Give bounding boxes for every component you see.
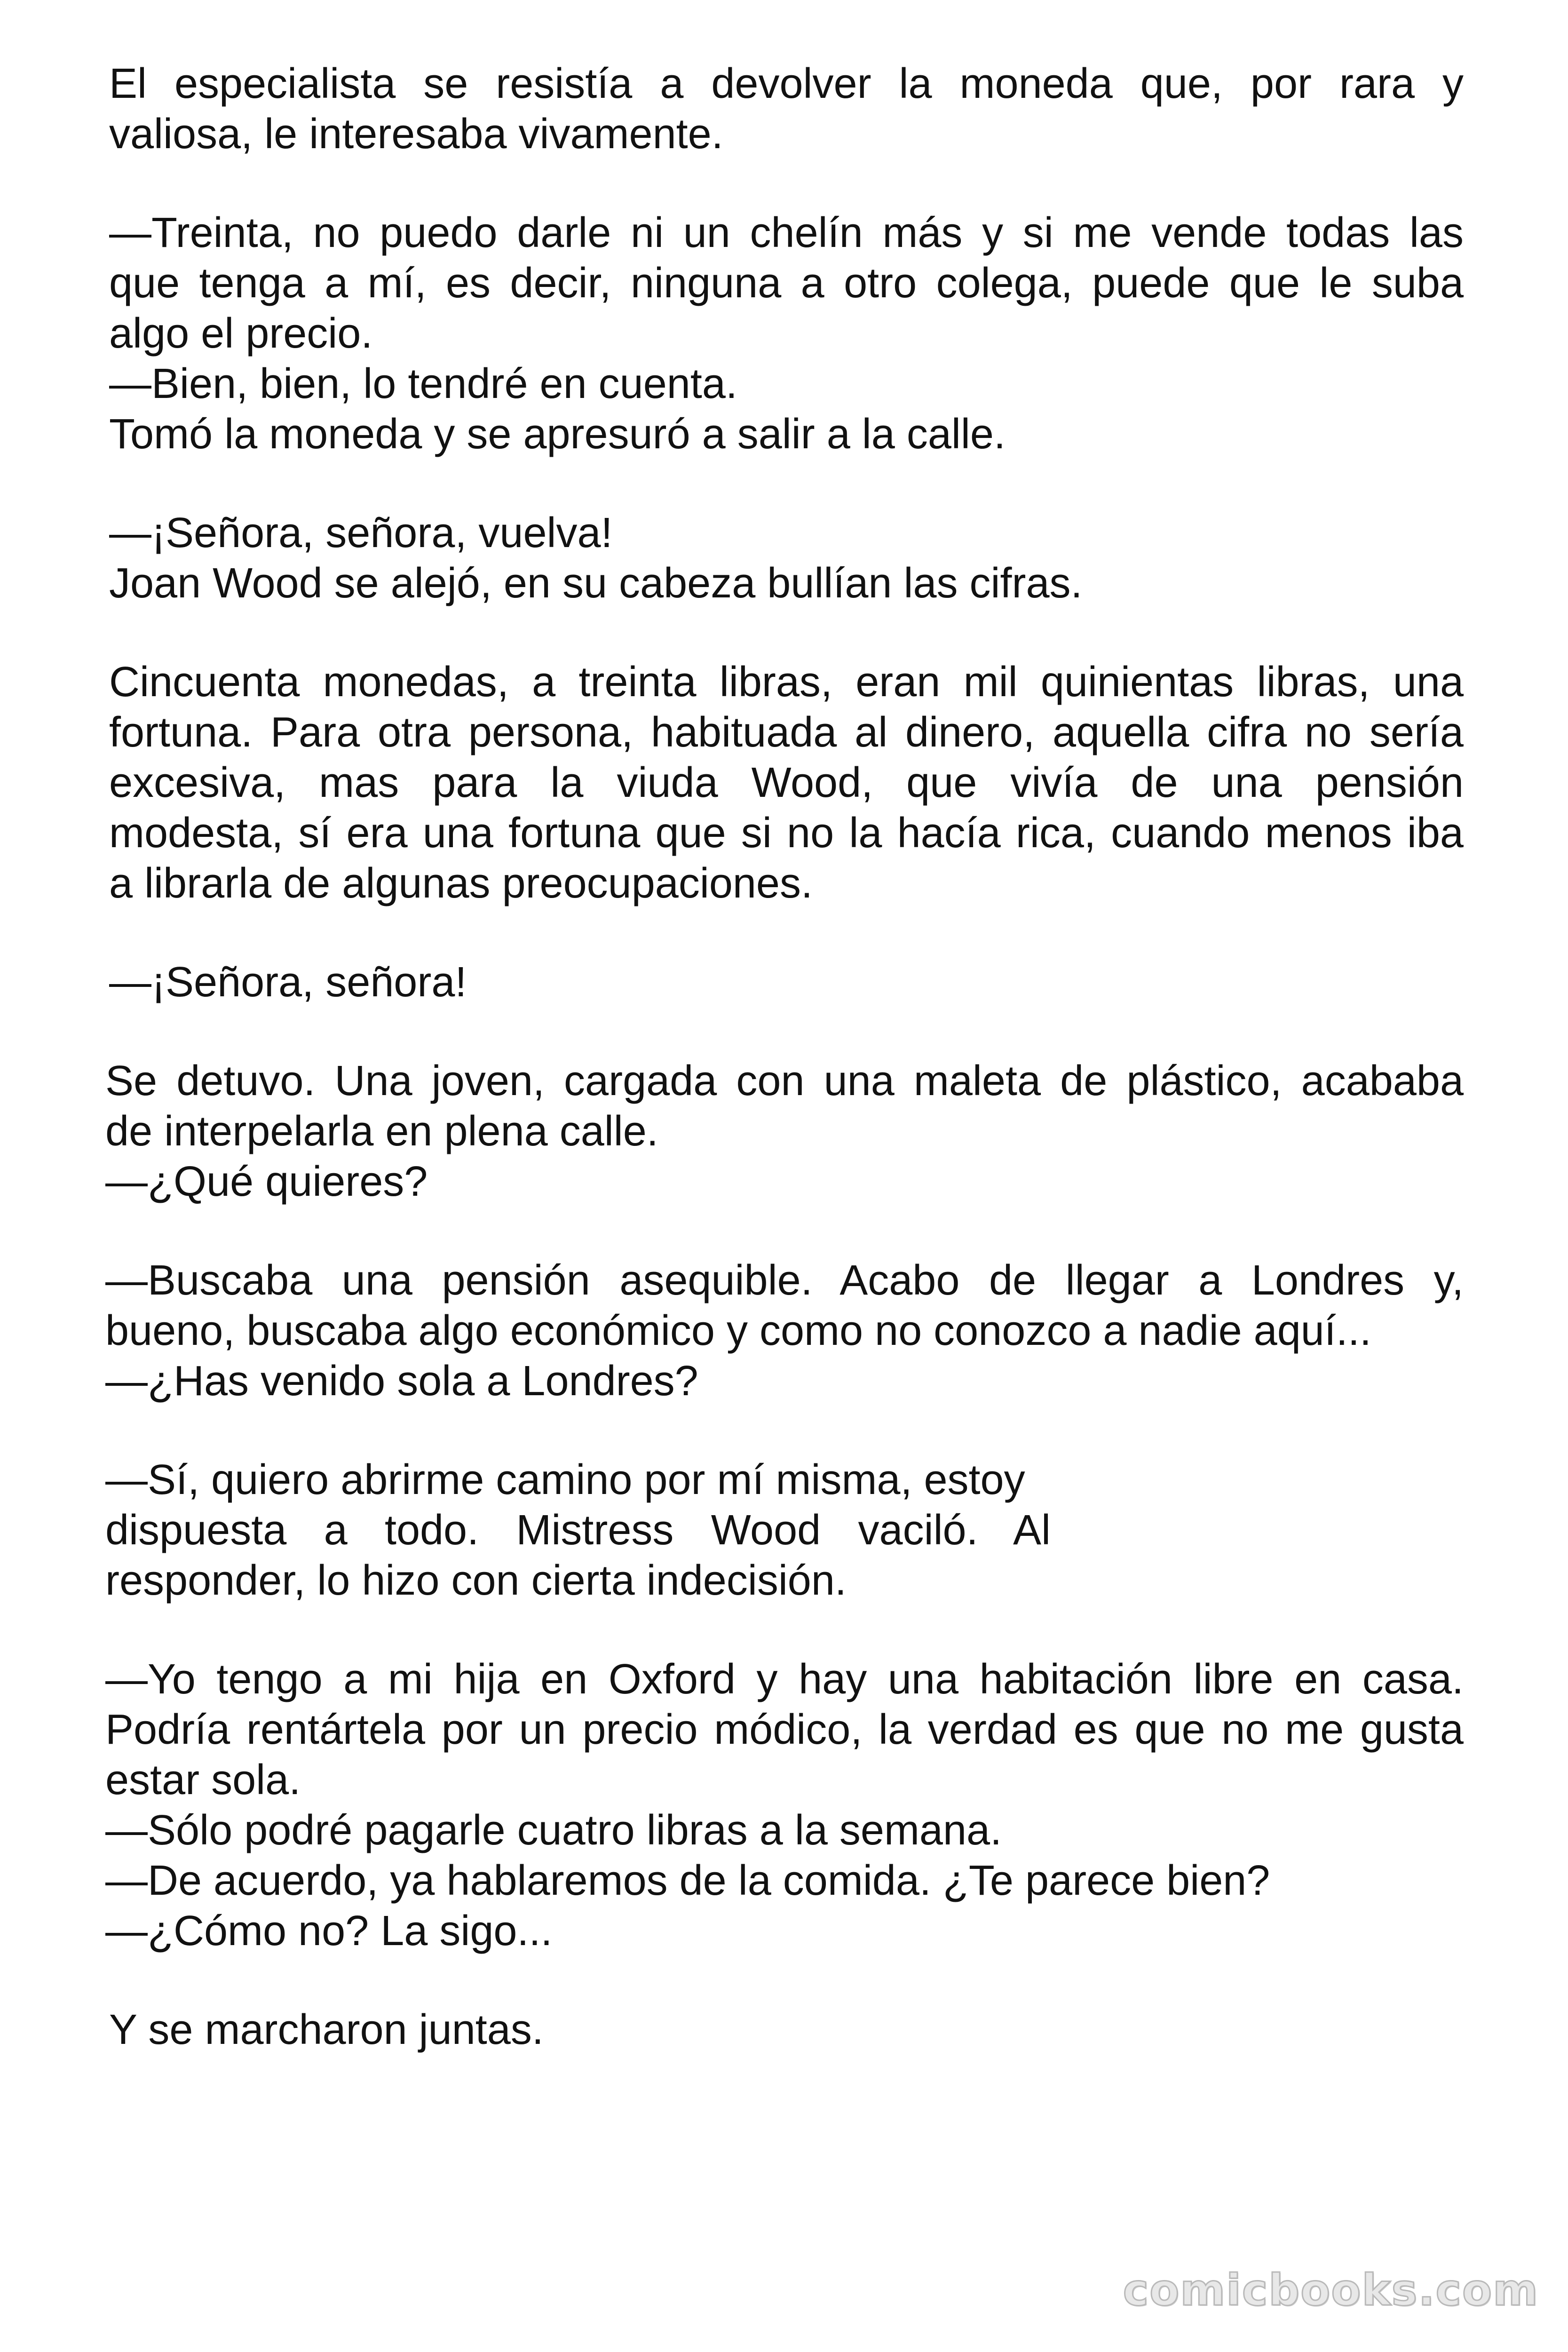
text-line: Podría rentártela por un precio módico, la verdad es que no me gusta	[105, 1706, 1464, 1753]
text-line: —¿Qué quieres?	[105, 1158, 428, 1205]
text-line: responder, lo hizo con cierta indecisión.	[105, 1557, 847, 1604]
text-line: de interpelarla en plena calle.	[105, 1108, 658, 1155]
text-line: excesiva, mas para la viuda Wood, que vivía de una pensión	[109, 759, 1464, 806]
text-line: —Sólo podré pagarle cuatro libras a la semana.	[105, 1807, 1002, 1854]
text-line: bueno, buscaba algo económico y como no conozco a nadie aquí...	[105, 1307, 1371, 1354]
text-line: —Treinta, no puedo darle ni un chelín más y si me vende todas las	[109, 209, 1464, 256]
text-line: modesta, sí era una fortuna que si no la hacía rica, cuando menos iba	[109, 810, 1464, 857]
watermark: comicbooks.com	[1123, 2265, 1539, 2315]
paragraph-7	[105, 1255, 1464, 1406]
paragraph-2	[109, 208, 1464, 460]
paragraph-4	[109, 657, 1464, 909]
paragraph-1	[109, 59, 1464, 159]
text-line: —Bien, bien, lo tendré en cuenta.	[109, 360, 737, 407]
text-line: El especialista se resistía a devolver la moneda que, por rara y	[109, 60, 1464, 107]
text-line: a librarla de algunas preocupaciones.	[109, 860, 813, 907]
text-line: que tenga a mí, es decir, ninguna a otro colega, puede que le suba	[109, 260, 1464, 307]
paragraph-8	[105, 1455, 1051, 1606]
text-line: Se detuvo. Una joven, cargada con una maleta de plástico, acababa	[105, 1057, 1464, 1104]
paragraph-5	[109, 957, 1464, 1008]
text-line: —De acuerdo, ya hablaremos de la comida. ¿Te parece bien?	[105, 1857, 1270, 1904]
text-line: valiosa, le interesaba vivamente.	[109, 111, 723, 158]
text-line: —¡Señora, señora!	[109, 959, 467, 1006]
text-line: Tomó la moneda y se apresuró a salir a la calle.	[109, 411, 1006, 458]
text-line: algo el precio.	[109, 310, 373, 357]
text-line: Cincuenta monedas, a treinta libras, eran mil quinientas libras, una	[109, 659, 1464, 706]
text-line: —¿Cómo no? La sigo...	[105, 1907, 553, 1955]
paragraph-9	[105, 1654, 1464, 1956]
text-line: —Yo tengo a mi hija en Oxford y hay una habitación libre en casa.	[105, 1656, 1464, 1703]
text-line: Joan Wood se alejó, en su cabeza bullían las cifras.	[109, 560, 1083, 607]
text-line: —Sí, quiero abrirme camino por mí misma, estoy	[105, 1456, 1025, 1503]
text-line: estar sola.	[105, 1756, 301, 1804]
text-line: dispuesta a todo. Mistress Wood vaciló. Al	[105, 1507, 1051, 1554]
paragraph-6	[105, 1056, 1464, 1207]
text-line: fortuna. Para otra persona, habituada al dinero, aquella cifra no sería	[109, 709, 1464, 756]
text-line: —Buscaba una pensión asequible. Acabo de llegar a Londres y,	[105, 1257, 1464, 1304]
text-line: —¡Señora, señora, vuelva!	[109, 509, 613, 556]
paragraph-3	[109, 508, 1464, 609]
text-body	[105, 59, 1464, 2055]
paragraph-10	[109, 2005, 1464, 2055]
text-line: Y se marcharon juntas.	[109, 2006, 544, 2053]
text-line: —¿Has venido sola a Londres?	[105, 1358, 698, 1405]
